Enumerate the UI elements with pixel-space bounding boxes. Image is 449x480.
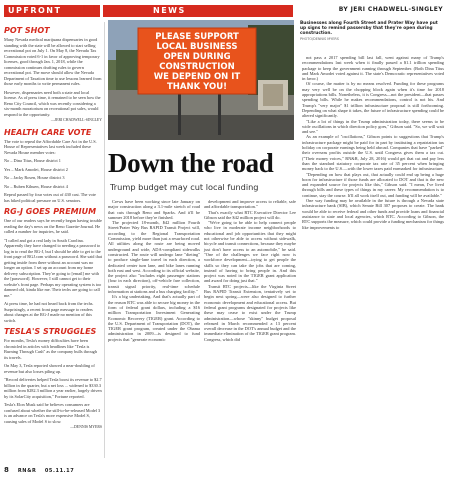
- photo-credit: PHOTO/DENNIS MYERS: [300, 36, 339, 41]
- article-paragraph: That's exactly what RTC Executive Director Lee Gibson said the $42 million project will do.: [204, 209, 296, 220]
- section-heading: RG-J GOES PREMIUM: [4, 207, 97, 216]
- sign-text-line: CONSTRUCTION: [159, 62, 235, 72]
- section-signature: —JERI CHADWELL-SINGLEY: [50, 118, 102, 122]
- sign-text-line: LOCAL BUSINESS: [156, 42, 238, 52]
- masthead-bar: [0, 0, 449, 19]
- section-label-upfront: UPFRONT: [4, 5, 100, 17]
- section-paragraph: No – Dina Titus, House district 1: [4, 158, 61, 163]
- photo-caption: [300, 21, 442, 42]
- section-paragraph: However, dispensaries need both a state and local license. As of press time, it remained to be seen how the Reno City Council, which was recently considering a six-month moratorium on recreational pot sales, would respond to the opportunity.: [4, 89, 101, 117]
- article-paragraph: "We're going to be able to help connect people who live in moderate income neighborhoods to educational and job opportunities that they might not otherwise be able to access without sidewalk, bicycle and transit connections, because they maybe just don't have access to an automobile," he said. "One of the challenges we face right now is workforce development—trying to get people the skills so they can take the jobs that are coming, instead of having to bring people in. And this project was noted in the TIGER grant application and award for doing just that.": [204, 220, 296, 284]
- page-number: 8: [4, 466, 10, 474]
- photo-illustration: [108, 20, 294, 140]
- issue-date: 05.11.17: [44, 468, 75, 474]
- page-footer: [4, 466, 74, 474]
- sign-text-line: WE DEPEND ON IT: [153, 72, 241, 82]
- section-paragraph: The vote to repeal the Affordable Care Act in the U.S. House of Representatives last week included these Nevada House member votes:: [4, 138, 97, 155]
- article-paragraph: "Like a lot of things in the Trump administration today, there seems to be wide oscillations in which direction policy goes," Gibson said. "So, we will wait and see.": [302, 118, 444, 135]
- section-paragraph: At press time, he had not heard back from the techs. Surprisingly, a recent front page message to readers about changes at the RG-J made no mention of this switch.: [4, 301, 94, 323]
- article-paragraph: "Depending on how that plays out, that actually could end up being a huge boon for infrastructure if those funds are allocated to DOT and that is the new and expanded source for projects like this," Gibson said. "I mean, I've lived through bills and these types of things in my career. My recommendation is to continue, stay the course. It'll all work itself out, and funding will be available.": [302, 171, 444, 198]
- section-paragraph: "Record deliveries helped Tesla boost its revenue to $2.7 billion in the quarter, but a net loss ... widened to $330.3 million from $282.3 million a year earlier, largely driven by its SolarCity acquisition," Fortune reported.: [4, 377, 102, 399]
- upfront-column: [4, 22, 102, 431]
- article-paragraph: The projected 18-month, $42 million Fourth Street/Prater Way Bus RAPID Transit Project will, according to the Regional Transportation Commission, yield more than just a resurfaced road. All utilities along the route are being moved underground and wide, ADA-compliant sidewalks constructed. The route will undergo lane "dieting" to produce single-lane travel in each direction, a dedicated center turn lane, and bike lanes running both east and west. According to its official website, the project also "includes eight passenger stations (four in each direction), off-vehicle fare collection, transit signal priority, real-time schedule information at stations and a bus charging facility.": [108, 220, 200, 295]
- section-signature: —DENNIS MYERS: [70, 425, 102, 429]
- construction-sign-photo: [108, 20, 294, 140]
- section-paragraph: "I called and got a real lady in South Carolina. Apparently they have changed to needing a password to log in to read the RG-J, but I should be able to get to the front page of RGJ.com without a password. She said that getting inside from there without an account was no longer an option. I set up an account from my home delivery subscription. They're going to [email] me with the [password]. However, I still cannot get to their website's front page. Perhaps my operating system is too damned old, kinda like me. Their techs are going to call me.": [4, 237, 102, 298]
- article-column-1: [108, 199, 200, 342]
- publication-name: RN&R: [17, 468, 37, 474]
- article-column-3: [302, 55, 444, 230]
- section-paragraph: Repeal passed by four votes out of 430 cast. The vote has hiked political pressure on U.S. senators.: [4, 192, 96, 203]
- section-paragraph: No – Jacky Rosen, House district 3: [4, 175, 65, 180]
- section-paragraph: Many Nevada medical marijuana dispensaries in good standing with the state will be allowed to start selling recreational pot on July 1. On May 8, the Nevada Tax Commission voted 6-1 in favor of approving temporary licenses, good through Jan. 1, 2018, while the commission continues drafting rules to govern recreational pot. The move should allow the Nevada Department of Taxation time to use lessons learned from those early months to write permanent rules.: [4, 37, 102, 86]
- column-divider: [104, 22, 105, 458]
- article-byline: BY JERI CHADWELL-SINGLEY: [338, 6, 443, 13]
- caption-text: Businesses along Fourth Street and Prater Way have put up signs to remind passersby that they're open during construction.: [300, 21, 438, 37]
- section-heading: POT SHOT: [4, 26, 50, 35]
- article-headline: Down the road: [108, 148, 274, 178]
- section-heading: TESLA'S STRUGGLES: [4, 327, 97, 336]
- section-heading: HEALTH CARE VOTE: [4, 127, 92, 137]
- article-paragraph: As an example of "oscillations," Gibson points to suggestions that Trump's infrastructure package might be paid for in part by instituting a repatriation tax holiday on corporate earnings being held abroad. Companies that have "parked" their overseas profits outside the U.S. until Congress gives them a tax cut. ("Their money voices," RN&R, July 28, 2016) would get that cut and pay less than the standard statutory corporate tax rate of 35 percent when bringing money back to the U.S.—with the lower taxes paid earmarked for infrastructure.: [302, 134, 444, 172]
- section-paragraph: No – Ruben Kihuen, House district 4: [4, 183, 68, 189]
- section-paragraph: Tesla's Elon Musk said he believes consumers are confused about whether the still-to-be-released Model 3 is an advance on Tesla's more expensive Model S, causing sales of Model S to slow.: [4, 402, 101, 424]
- article-paragraph: It's a big undertaking. And that's actually part of the reason RTC was able to secure big money in the form of federal grant dollars, including a $16 million Transportation Investment Generating Economic Recovery (TIGER) grant. According to the U.S. Department of Transportation (DOT), the TIGER grant program, created under the Obama administration in 2009—is designed to fund projects that "generate economic: [108, 294, 200, 342]
- article-column-2: [204, 199, 296, 342]
- article-paragraph: Crews have been working since late January on major construction along a 3.1-mile stretch of road that cuts through Reno and Sparks. And it'll be summer 2018 before they're finished.: [108, 199, 200, 220]
- article-dek: Trump budget may cut local funding: [110, 182, 259, 192]
- section-paragraph: For months, Tesla's money difficulties have been chronicled in articles with headlines like "Tesla is Burning Through Cash" as the company bulls through its travels.: [4, 338, 97, 360]
- article-paragraph: not pass a 2017 spending bill last fall, went against many of Trump's recommendations last week when it finally passed a $1.1 trillion spending package to keep the government running through September. (Both Dina Titus and Mark Amodei voted against it. The state's Democratic representatives voted in favor.): [302, 55, 444, 82]
- article-paragraph: One way funding may be available in the future is through a Nevada state infrastructure bank (SIB), which Senate Bill 307 proposes to create. The bank would be able to receive federal and other funds and provide loans and financial assistance to state and local agencies, which RTC. According to Gibson, the RTC supports the measure, which could provide a funding mechanism for things like improvements to: [302, 198, 444, 230]
- article-paragraph: Of course, the matter is by no means resolved. Funding for these programs may very well be on the chopping block again when it's time for 2018 appropriations bills. Nonetheless, it is Congress—not the president—that passes spending bills. While he makes recommendations, control is not his. And Trump's "very major" $1 trillion infrastructure proposal is still forthcoming. Depending on what shape it takes, the future of infrastructure spending could be altered significantly.: [302, 81, 444, 119]
- article-paragraph: development and improve access to reliable, safe and affordable transportation.": [204, 199, 296, 210]
- article-paragraph: Transit RTC projects—like the Virginia Street Bus RAPID Transit Extension, tentatively set to begin next spring—were also designed to further economic development and educational access. But federal grant programs designated for projects like these may cease to exist under the Trump administration—whose "skinny" budget proposal released in March recommended a 13 percent overall decrease in the DOT's annual budget and the immediate elimination of the TIGER grant program. Congress, which did: [204, 283, 296, 342]
- section-paragraph: One of our readers says he recently began having trouble reading the day's news on the Reno Gazette-Journal. He called a number for inquiries, he said.: [4, 218, 102, 234]
- section-label-news: NEWS: [103, 5, 293, 17]
- section-paragraph: On May 3, Tesla reported showed a near-doubling of revenue but also losses piling up.: [4, 363, 95, 374]
- sign-text-line: OPEN DURING: [163, 52, 231, 62]
- sign-text-line: THANK YOU!: [166, 82, 228, 92]
- section-paragraph: Yes – Mark Amodei, House district 2: [4, 166, 68, 172]
- sign-text-line: PLEASE SUPPORT: [155, 32, 239, 42]
